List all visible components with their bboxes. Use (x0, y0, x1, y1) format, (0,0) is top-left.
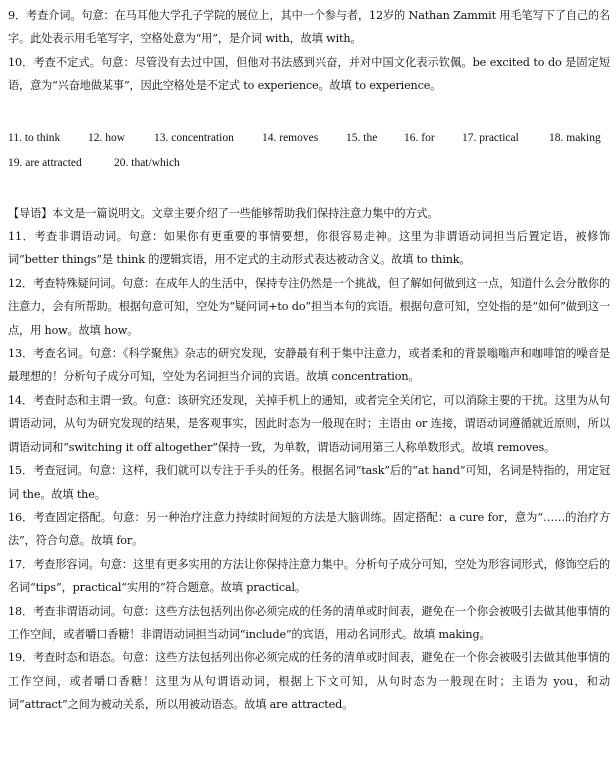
explanation-17: 17．考查形容词。句意：这里有更多实用的方法让你保持注意力集中。分析句子成分可知，空处为形容词形式，修饰空后的名词“tips”，practical“实用的”符合题意。故填 practical。 (8, 557, 610, 595)
explanation-12: 12．考查特殊疑问词。句意：在成年人的生活中，保持专注仍然是一个挑战，但了解如何做到这一点，知道什么会分散你的注意力，会有所帮助。根据句意可知，空处为“疑问词+to do”担当本句的宾语。根据句意可知，空处指的是“如何”做到这一点，用 how。故填 how。 (8, 276, 610, 337)
answer-13: 13. concentration (154, 131, 234, 144)
explanation-11: 11．考查非谓语动词。句意：如果你有更重要的事情要想，你很容易走神。这里为非谓语动词担当后置定语，被修饰词“better things”是 think 的逻辑宾语，用不定式的主动形式表达被动含义。故填 to think。 (8, 230, 610, 267)
answer-12: 12. how (88, 131, 126, 144)
answer-key (8, 126, 610, 176)
section-gap-2 (8, 176, 610, 202)
section-gap (8, 98, 610, 126)
explanation-13: 13．考查名词。句意：《科学聚焦》杂志的研究发现，安静最有利于集中注意力，或者柔和的背景嗡嗡声和咖啡馆的噪音是最理想的！分析句子成分可知，空处为名词担当介词的宾语。故填 concentration。 (8, 347, 610, 384)
explanation-14: 14．考查时态和主谓一致。句意：该研究还发现，关掉手机上的通知，或者完全关闭它，可以消除主要的干扰。这里为从句谓语动词，从句为研究发现的结果，是客观事实，因此时态为一般现在时；主语由 or 连接，谓语动词遵循就近原则，所以谓语动词和“switching it off altogether”保持一致，为单数，谓语动词用第三人称单数形式。故填 removes。 (8, 393, 610, 454)
answer-11: 11. to think (8, 131, 61, 144)
explanation-16: 16．考查固定搭配。句意：另一种治疗注意力持续时间短的方法是大脑训练。固定搭配：a cure for，意为“……的治疗方法”，符合句意。故填 for。 (8, 510, 610, 548)
answer-17: 17. practical (462, 131, 519, 144)
guide-text: 【导语】本文是一篇说明文。文章主要介绍了一些能够帮助我们保持注意力集中的方式。 (8, 206, 439, 220)
answer-row-1 (8, 126, 610, 151)
explanation-19: 19．考查时态和语态。句意：这些方法包括列出你必须完成的任务的清单或时间表，避免在一个你会被吸引去做其他事情的工作空间，或者嚼口香糖！这里为从句谓语动词，根据上下文可知，从句时态为一般现在时；主语为 you，和动词“attract”之间为被动关系，所以用被动语态。故填 are attracted。 (8, 651, 610, 712)
explanation-18: 18．考查非谓语动词。句意：这些方法包括列出你必须完成的任务的清单或时间表，避免在一个你会被吸引去做其他事情的工作空间，或者嚼口香糖！非谓语动词担当动词“include”的宾语，用动名词形式。故填 making。 (8, 604, 610, 641)
answer-18: 18. making (549, 131, 601, 144)
answer-15: 15. the (346, 131, 378, 144)
explanation-10: 10．考查不定式。句意：尽管没有去过中国，但他对书法感到兴奋，并对中国文化表示钦佩。be excited to do 是固定短语，意为“兴奋地做某事”，因此空格处是不定式 to experience。故填 to experience。 (8, 55, 610, 93)
explanation-15: 15．考查冠词。句意：这样，我们就可以专注于手头的任务。根据名词“task”后的“at hand”可知，名词是特指的，用定冠词 the。故填 the。 (8, 464, 610, 501)
answer-14: 14. removes (262, 131, 319, 144)
explanation-9: 9．考查介词。句意：在马耳他大学孔子学院的展位上，其中一个参与者，12岁的 Nathan Zammit 用毛笔写下了自己的名字。此处表示用毛笔写字，空格处意为“用”，是介词 with，故填 with。 (8, 9, 610, 46)
answer-row-2 (8, 151, 610, 176)
answer-16: 16. for (404, 131, 435, 144)
answer-20: 20. that/which (114, 156, 180, 169)
answer-19: 19. are attracted (8, 156, 82, 169)
